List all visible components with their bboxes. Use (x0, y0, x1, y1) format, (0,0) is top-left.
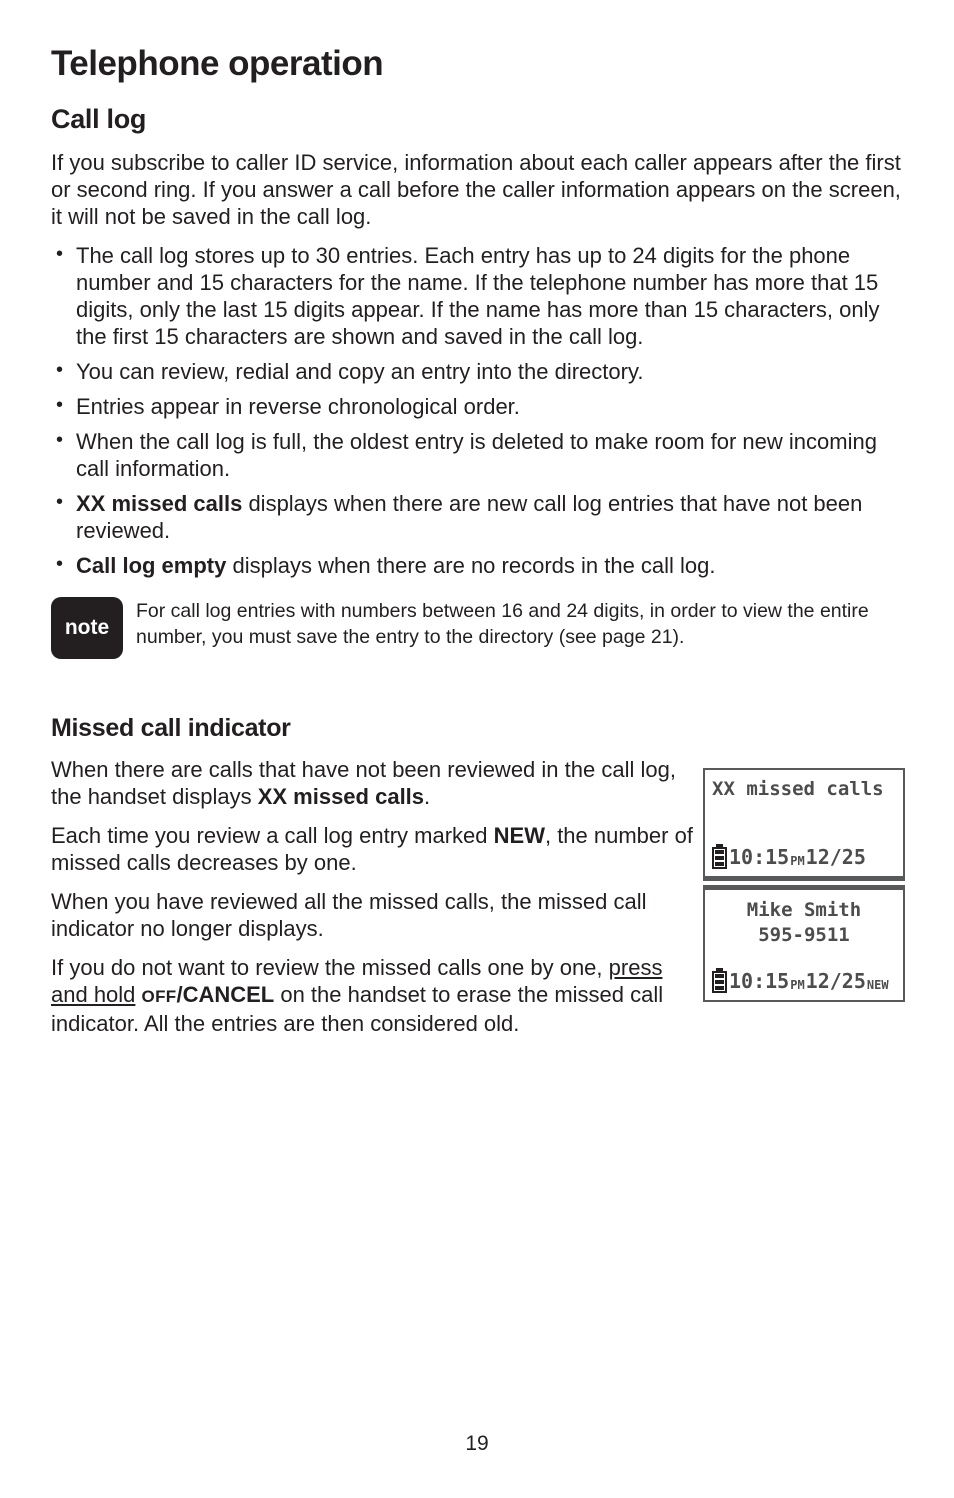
off-key-label: OFF (141, 987, 177, 1007)
lcd-text: XX missed calls (712, 778, 884, 801)
text-run: . (424, 784, 431, 810)
lcd-caller-name: Mike Smith (746, 899, 862, 922)
bullet-bold: XX missed calls (76, 491, 243, 517)
battery-icon (712, 968, 727, 993)
lcd-column (696, 756, 905, 1049)
lcd-meridiem: PM (790, 978, 805, 993)
cancel-key-label: /CANCEL (176, 982, 275, 1008)
lcd-meridiem: PM (790, 854, 805, 869)
bullet-icon: • (56, 491, 64, 514)
text-run: If you do not want to review the missed calls one by one, (51, 955, 609, 981)
paragraph (51, 954, 696, 1037)
note-icon (51, 597, 123, 659)
note-icon-label: note (64, 616, 110, 640)
bullet-icon: • (56, 243, 64, 266)
bullet-text: The call log stores up to 30 entries. Each entry has up to 24 digits for the phone number and 15 characters for the name. If the telephone number has more that 15 digits, only the last 15 digits appear. If the name has more than 15 characters, only the first 15 characters are shown and saved in the call log. (76, 243, 880, 350)
lcd-date: 12/25 (805, 969, 866, 994)
lcd-new-badge: NEW (866, 978, 889, 993)
missed-call-indicator-section (51, 715, 905, 1049)
bullet-text: displays when there are new call log entries that have not been reviewed. (76, 491, 863, 544)
lcd-status-row (712, 968, 896, 993)
list-item (51, 358, 905, 385)
text-run: , the number of missed calls decreases by one. (51, 823, 693, 876)
lcd-time: 10:15 (729, 845, 790, 870)
lcd-date: 12/25 (805, 845, 866, 870)
bullet-bold: Call log empty (76, 553, 227, 579)
bullet-text: When the call log is full, the oldest entry is deleted to make room for new incoming call information. (76, 429, 877, 482)
text-run: on the handset to erase the missed call indicator. All the entries are then considered old. (51, 982, 664, 1037)
bullet-text: Entries appear in reverse chronological order. (76, 394, 520, 420)
list-item (51, 393, 905, 420)
bullet-icon: • (56, 553, 64, 576)
text-run: When there are calls that have not been reviewed in the call log, the handset displays (51, 757, 676, 810)
bold-text-run: XX missed calls (257, 784, 425, 810)
call-log-heading: Call log (51, 103, 147, 134)
lcd-screen-missed-calls (703, 768, 905, 881)
page-number: 19 (465, 1432, 489, 1455)
note-callout (51, 597, 905, 659)
paragraph (51, 756, 696, 810)
note-text: For call log entries with numbers between 16 and 24 digits, in order to view the entire number, you must save the entry to the directory (see page 21). (136, 600, 869, 649)
list-item (51, 552, 905, 579)
lcd-screen-call-entry (703, 885, 905, 1002)
bullet-icon: • (56, 394, 64, 417)
battery-icon (712, 844, 727, 869)
call-log-intro: If you subscribe to caller ID service, information about each caller appears after the first or second ring. If you answer a call before the caller information appears on the screen, it will not be saved in the call log. (51, 150, 901, 230)
text-run: Each time you review a call log entry marked (51, 823, 494, 849)
bullet-text: displays when there are no records in the call log. (226, 553, 716, 579)
list-item (51, 490, 905, 544)
lcd-status-row (712, 844, 896, 869)
list-item (51, 428, 905, 482)
lcd-caller-number: 595-9511 (758, 924, 850, 947)
call-log-bullet-list (51, 242, 905, 579)
lcd-time: 10:15 (729, 969, 790, 994)
bullet-icon: • (56, 359, 64, 382)
page-title: Telephone operation (51, 44, 384, 83)
bullet-icon: • (56, 429, 64, 452)
bullet-text: You can review, redial and copy an entry into the directory. (76, 359, 644, 385)
paragraph (51, 822, 696, 876)
paragraph: When you have reviewed all the missed calls, the missed call indicator no longer displays. (51, 889, 647, 942)
missed-call-heading: Missed call indicator (51, 714, 291, 743)
bold-text-run: NEW (493, 823, 545, 849)
underlined-text-run: press and hold (51, 955, 663, 1008)
list-item (51, 242, 905, 350)
missed-call-text-column (51, 756, 696, 1049)
